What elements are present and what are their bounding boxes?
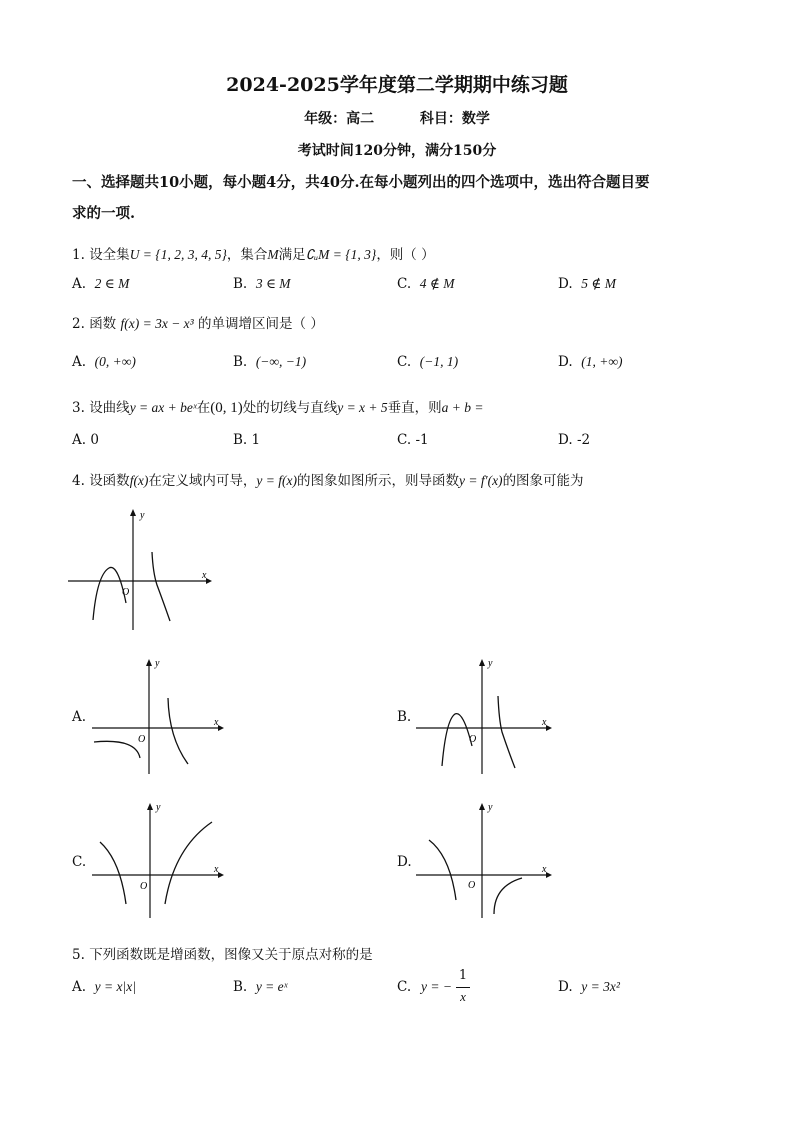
math-expression: y = f′(x) [459, 473, 503, 488]
y-axis-label: y [488, 658, 493, 669]
curve-left [442, 714, 472, 766]
option-label: B. [233, 354, 248, 370]
option-c[interactable] [397, 432, 429, 448]
option-d[interactable] [558, 432, 590, 448]
curve-right [152, 552, 170, 621]
curve-left [94, 741, 140, 758]
option-value: 0 [90, 432, 99, 448]
origin-label: O [122, 587, 130, 598]
question-3 [72, 396, 484, 417]
y-axis-label: y [156, 802, 161, 813]
origin-label: O [468, 880, 476, 891]
option-value: -1 [415, 432, 429, 448]
math-expression: y = f(x) [256, 473, 298, 488]
option-math: y = eˣ [255, 979, 288, 994]
option-math: y = x|x| [94, 979, 136, 994]
y-axis-arrow [479, 803, 485, 810]
x-axis-arrow [218, 872, 224, 878]
option-d[interactable] [558, 354, 622, 370]
option-label: D. [397, 854, 412, 870]
x-axis-label: x [202, 570, 207, 581]
y-axis-label: y [488, 802, 493, 813]
grade-label: 年级：高二 [304, 111, 375, 127]
curve-right [165, 822, 212, 904]
fraction-numerator: 1 [458, 968, 468, 983]
x-axis-arrow [206, 578, 212, 584]
option-math: (0, +∞) [94, 354, 136, 369]
option-label: A. [72, 432, 87, 448]
y-axis-arrow [479, 659, 485, 666]
option-a[interactable] [72, 709, 86, 725]
option-label: A. [72, 979, 87, 995]
question-text: 处的切线与直线 [242, 400, 338, 416]
math-expression: a + b = [441, 400, 484, 415]
option-label: B. [233, 979, 248, 995]
option-d[interactable] [397, 854, 412, 870]
option-label: C. [397, 432, 412, 448]
graph-option-d[interactable] [412, 798, 558, 922]
option-b[interactable] [233, 354, 306, 370]
option-b[interactable] [233, 979, 287, 995]
math-expression: f(x) = 3x − x³ [120, 316, 194, 331]
option-value: -2 [576, 432, 591, 448]
option-b[interactable] [233, 432, 260, 448]
question-text: 在 [196, 400, 211, 416]
question-text: ，集合 [226, 247, 268, 263]
option-a[interactable] [72, 979, 136, 995]
question-2 [72, 312, 324, 332]
question-text: 的图象如图所示，则导函数 [297, 473, 460, 489]
y-axis-label: y [155, 658, 160, 669]
y-axis-arrow [130, 509, 136, 516]
question-number: 5. [72, 947, 85, 963]
option-math: y = 3x² [581, 979, 620, 994]
origin-label: O [138, 734, 146, 745]
graph-option-a[interactable] [88, 654, 228, 778]
math-expression: M [267, 247, 279, 262]
question-text: 垂直，则 [387, 400, 442, 416]
option-d[interactable] [558, 276, 616, 292]
math-expression: U = {1, 2, 3, 4, 5} [129, 247, 227, 262]
option-label: C. [397, 979, 412, 995]
question-4 [72, 469, 584, 489]
x-axis-arrow [546, 872, 552, 878]
question-text: ，则（ ） [376, 247, 435, 263]
option-math: (1, +∞) [581, 354, 623, 369]
option-math: (−1, 1) [419, 354, 459, 369]
origin-label: O [469, 734, 477, 745]
section-heading-line1: 一、选择题共10小题，每小题4分，共40分.在每小题列出的四个选项中，选出符合题目要 [72, 174, 650, 191]
function-graph-f [66, 505, 216, 635]
option-a[interactable] [72, 276, 129, 292]
question-number: 1. [72, 247, 85, 263]
origin-label: O [140, 881, 148, 892]
option-label: D. [558, 979, 573, 995]
option-label: C. [72, 854, 87, 870]
option-label: D. [558, 432, 573, 448]
curve-right [494, 878, 522, 914]
curve-right [498, 696, 515, 768]
x-axis-label: x [214, 864, 219, 875]
option-math: 4 ∉ M [419, 276, 455, 291]
x-axis-arrow [546, 725, 552, 731]
math-expression: y = ax + beˣ [129, 400, 197, 415]
fraction-denominator: x [460, 989, 466, 1004]
subject-label: 科目：数学 [419, 111, 490, 127]
question-text: 的图象可能为 [502, 473, 584, 489]
option-math: (−∞, −1) [255, 354, 307, 369]
exam-info: 考试时间120分钟，满分150分 [297, 143, 497, 159]
option-b[interactable] [233, 276, 291, 292]
option-label: B. [397, 709, 412, 725]
option-d[interactable] [558, 979, 620, 995]
question-number: 2. [72, 316, 85, 332]
option-a[interactable] [72, 432, 99, 448]
curve-right [168, 698, 188, 764]
math-expression: f(x) [129, 473, 149, 488]
y-axis-label: y [140, 510, 145, 521]
option-label: C. [397, 354, 412, 370]
math-expression: (0, 1) [210, 400, 243, 416]
x-axis-label: x [214, 717, 219, 728]
option-b[interactable] [397, 709, 411, 725]
option-label: D. [558, 354, 573, 370]
option-math: 2 ∈ M [94, 276, 130, 291]
question-number: 3. [72, 400, 85, 416]
x-axis-label: x [542, 864, 547, 875]
question-text: 满足 [278, 247, 306, 263]
option-label: A. [72, 709, 87, 725]
question-text: 的单调增区间是（ ） [198, 316, 324, 332]
option-label: B. [233, 432, 248, 448]
option-math-prefix: y = − [421, 979, 452, 994]
option-math: 5 ∉ M [581, 276, 616, 291]
x-axis-arrow [218, 725, 224, 731]
question-text: 在定义域内可导， [148, 473, 257, 489]
fraction-bar [456, 987, 470, 988]
graph-option-b[interactable] [412, 654, 558, 778]
question-5 [72, 943, 373, 963]
option-value: 1 [251, 432, 261, 448]
x-axis-label: x [542, 717, 547, 728]
option-label: C. [397, 276, 412, 292]
section-heading-line2: 求的一项. [72, 205, 136, 222]
question-1 [72, 243, 435, 263]
question-text: 设曲线 [89, 400, 130, 416]
question-text: 下列函数既是增函数，图像又关于原点对称的是 [89, 947, 373, 963]
math-expression: ∁ᵤM = {1, 3} [305, 247, 377, 262]
graph-option-c[interactable] [88, 798, 228, 922]
y-axis-arrow [147, 803, 153, 810]
exam-meta [0, 108, 794, 128]
option-label: B. [233, 276, 248, 292]
y-axis-arrow [146, 659, 152, 666]
option-math: 3 ∈ M [255, 276, 291, 291]
math-expression: y = x + 5 [337, 400, 388, 415]
question-text: 设全集 [89, 247, 130, 263]
page-title: 2024-2025学年度第二学期期中练习题 [226, 74, 568, 96]
option-c[interactable] [397, 276, 454, 292]
curve-left [100, 842, 126, 904]
question-number: 4. [72, 473, 85, 489]
option-c[interactable] [397, 354, 458, 370]
option-label: A. [72, 276, 87, 292]
option-c[interactable] [72, 854, 86, 870]
question-text: 设函数 [89, 473, 130, 489]
curve-left [429, 840, 456, 900]
option-label: D. [558, 276, 573, 292]
option-a[interactable] [72, 354, 136, 370]
option-label: A. [72, 354, 87, 370]
question-text: 函数 [89, 316, 117, 332]
